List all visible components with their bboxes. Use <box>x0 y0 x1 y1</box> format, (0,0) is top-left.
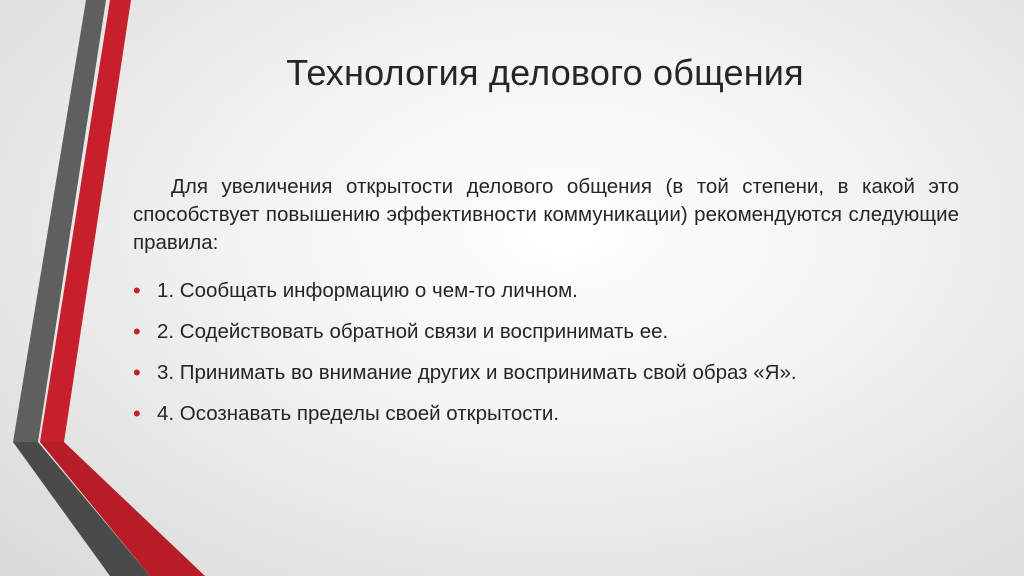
rule-item <box>133 274 973 315</box>
bullet-icon: • <box>133 319 141 344</box>
bullet-icon: • <box>133 360 141 385</box>
rule-text: 1. Сообщать информацию о чем-то личном. <box>157 279 578 302</box>
slide-title: Технология делового общения <box>286 52 804 93</box>
rule-text: 2. Содействовать обратной связи и воспринимать ее. <box>157 320 669 343</box>
bullet-icon: • <box>133 278 141 303</box>
rules-list <box>133 274 973 438</box>
rule-text: 4. Осознавать пределы своей открытости. <box>157 402 560 425</box>
bullet-icon: • <box>133 401 141 426</box>
intro-paragraph: Для увеличения открытости делового общения (в той степени, в какой это способствует повышению эффективности коммуникации) рекомендуются следующие правила: <box>133 175 959 254</box>
rule-item <box>133 356 973 397</box>
rule-item <box>133 315 973 356</box>
rule-item <box>133 397 973 438</box>
rule-text: 3. Принимать во внимание других и воспринимать свой образ «Я». <box>157 361 797 384</box>
